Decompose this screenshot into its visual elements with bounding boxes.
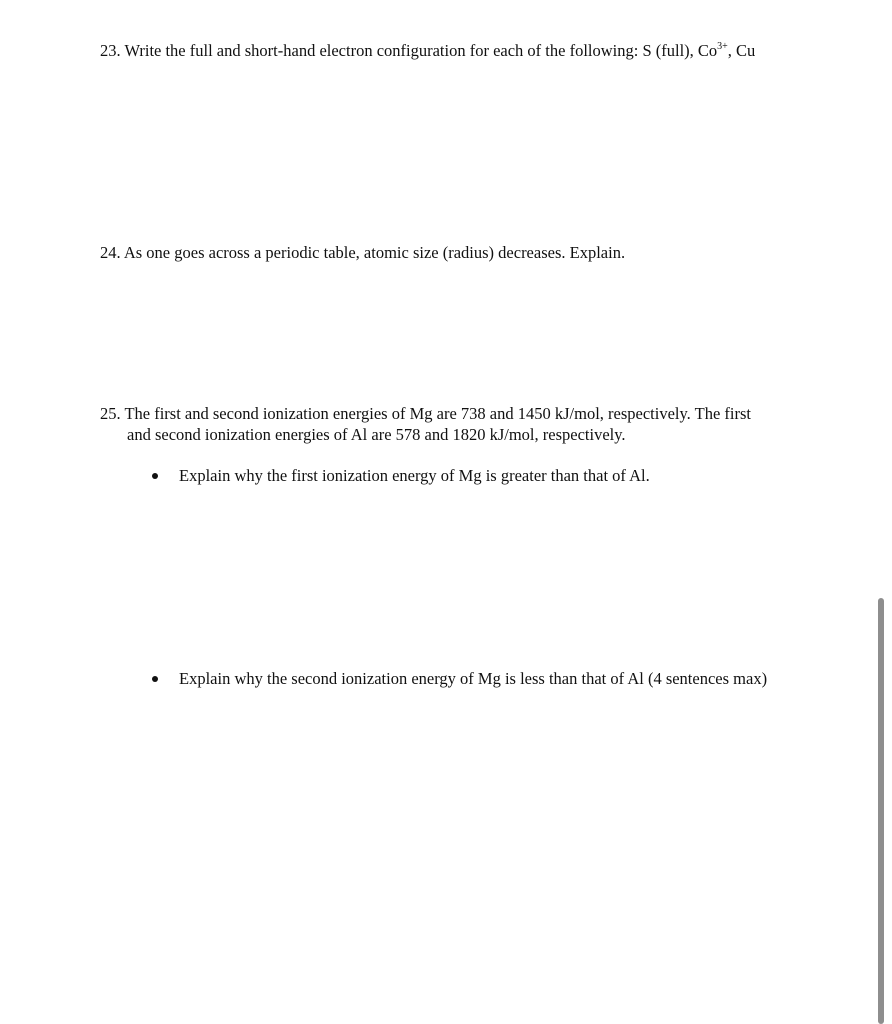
bullet-text: Explain why the first ionization energy of Mg is greater than that of Al. [179, 466, 650, 485]
question-24-text: 24. As one goes across a periodic table, atomic size (radius) decreases. Explain. [100, 243, 626, 262]
bullet-text: Explain why the second ionization energy of Mg is less than that of Al (4 sentences max) [179, 669, 768, 688]
question-23 [100, 40, 820, 61]
question-25-text-line-1: 25. The first and second ionization energies of Mg are 738 and 1450 kJ/mol, respectively. The first [100, 404, 751, 423]
question-25-line-2 [127, 424, 626, 445]
bullet-dot-icon [152, 676, 158, 682]
question-25-text-line-2: and second ionization energies of Al are 578 and 1820 kJ/mol, respectively. [127, 425, 626, 444]
question-23-text: 23. Write the full and short-hand electron configuration for each of the following: S (full), Co [100, 41, 718, 60]
question-23-superscript: 3+ [717, 40, 728, 52]
bullet-dot-icon [152, 473, 158, 479]
vertical-scrollbar[interactable] [878, 598, 884, 1024]
question-23-text-tail: , Cu [727, 41, 756, 60]
question-25-line-1 [100, 403, 820, 424]
question-24 [100, 242, 820, 263]
